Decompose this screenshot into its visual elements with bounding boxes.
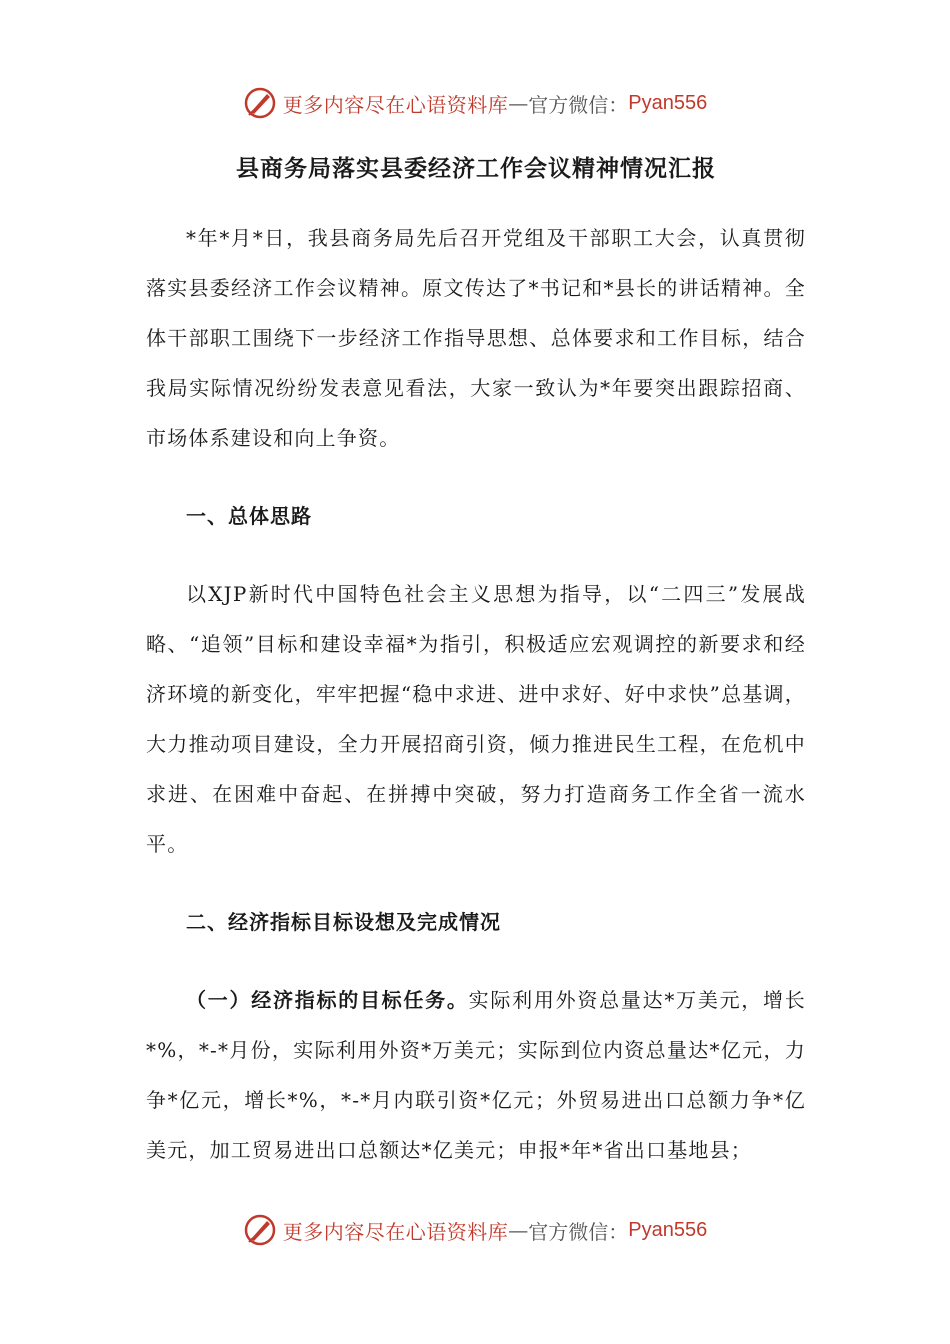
watermark-wechat-id: Pyan556: [628, 1218, 708, 1241]
subsection-lead: （一）经济指标的目标任务。: [186, 988, 469, 1012]
section-1-paragraph: 以XJP新时代中国特色社会主义思想为指导，以“二四三”发展战略、“追领”目标和建设幸福*为指引，积极适应宏观调控的新要求和经济环境的新变化，牢牢把握“稳中求进、进中求好、好中求快”总基调，大力推动项目建设，全力开展招商引资，倾力推进民生工程，在危机中求进、在困难中奋起、在拼搏中突破，努力打造商务工作全省一流水平。: [146, 582, 806, 856]
document-body: [146, 150, 806, 1175]
watermark-wechat-id: Pyan556: [628, 91, 708, 114]
intro-paragraph: *年*月*日，我县商务局先后召开党组及干部职工大会，认真贯彻落实县委经济工作会议精神。原文传达了*书记和*县长的讲话精神。全体干部职工围绕下一步经济工作指导思想、总体要求和工作目标，结合我局实际情况纷纷发表意见看法，大家一致认为*年要突出跟踪招商、市场体系建设和向上争资。: [146, 226, 806, 450]
section-2-paragraph: [146, 975, 806, 1175]
watermark-separator: —: [508, 1218, 529, 1242]
page-title: 县商务局落实县委经济工作会议精神情况汇报: [236, 155, 716, 182]
section-heading-2: 二、经济指标目标设想及完成情况: [186, 910, 501, 934]
watermark-footer: [0, 1210, 950, 1250]
quill-logo-icon: [243, 1213, 277, 1247]
watermark-text: 更多内容尽在心语资料库: [282, 92, 509, 117]
section-heading-1: 一、总体思路: [186, 504, 312, 528]
watermark-text: 更多内容尽在心语资料库: [282, 1219, 509, 1244]
watermark-label: 官方微信：: [528, 92, 629, 117]
quill-logo-icon: [243, 86, 277, 120]
watermark-header: [0, 83, 950, 123]
watermark-label: 官方微信：: [528, 1219, 629, 1244]
subsection-body: 实际利用外资总量达*万美元，增长*%，*-*月份，实际利用外资*万美元；实际到位内资总量达*亿元，力争*亿元，增长*%，*-*月内联引资*亿元；外贸易进出口总额力争*亿美元，加工贸易进出口总额达*亿美元；申报*年*省出口基地县；: [146, 988, 806, 1162]
watermark-separator: —: [508, 91, 529, 115]
